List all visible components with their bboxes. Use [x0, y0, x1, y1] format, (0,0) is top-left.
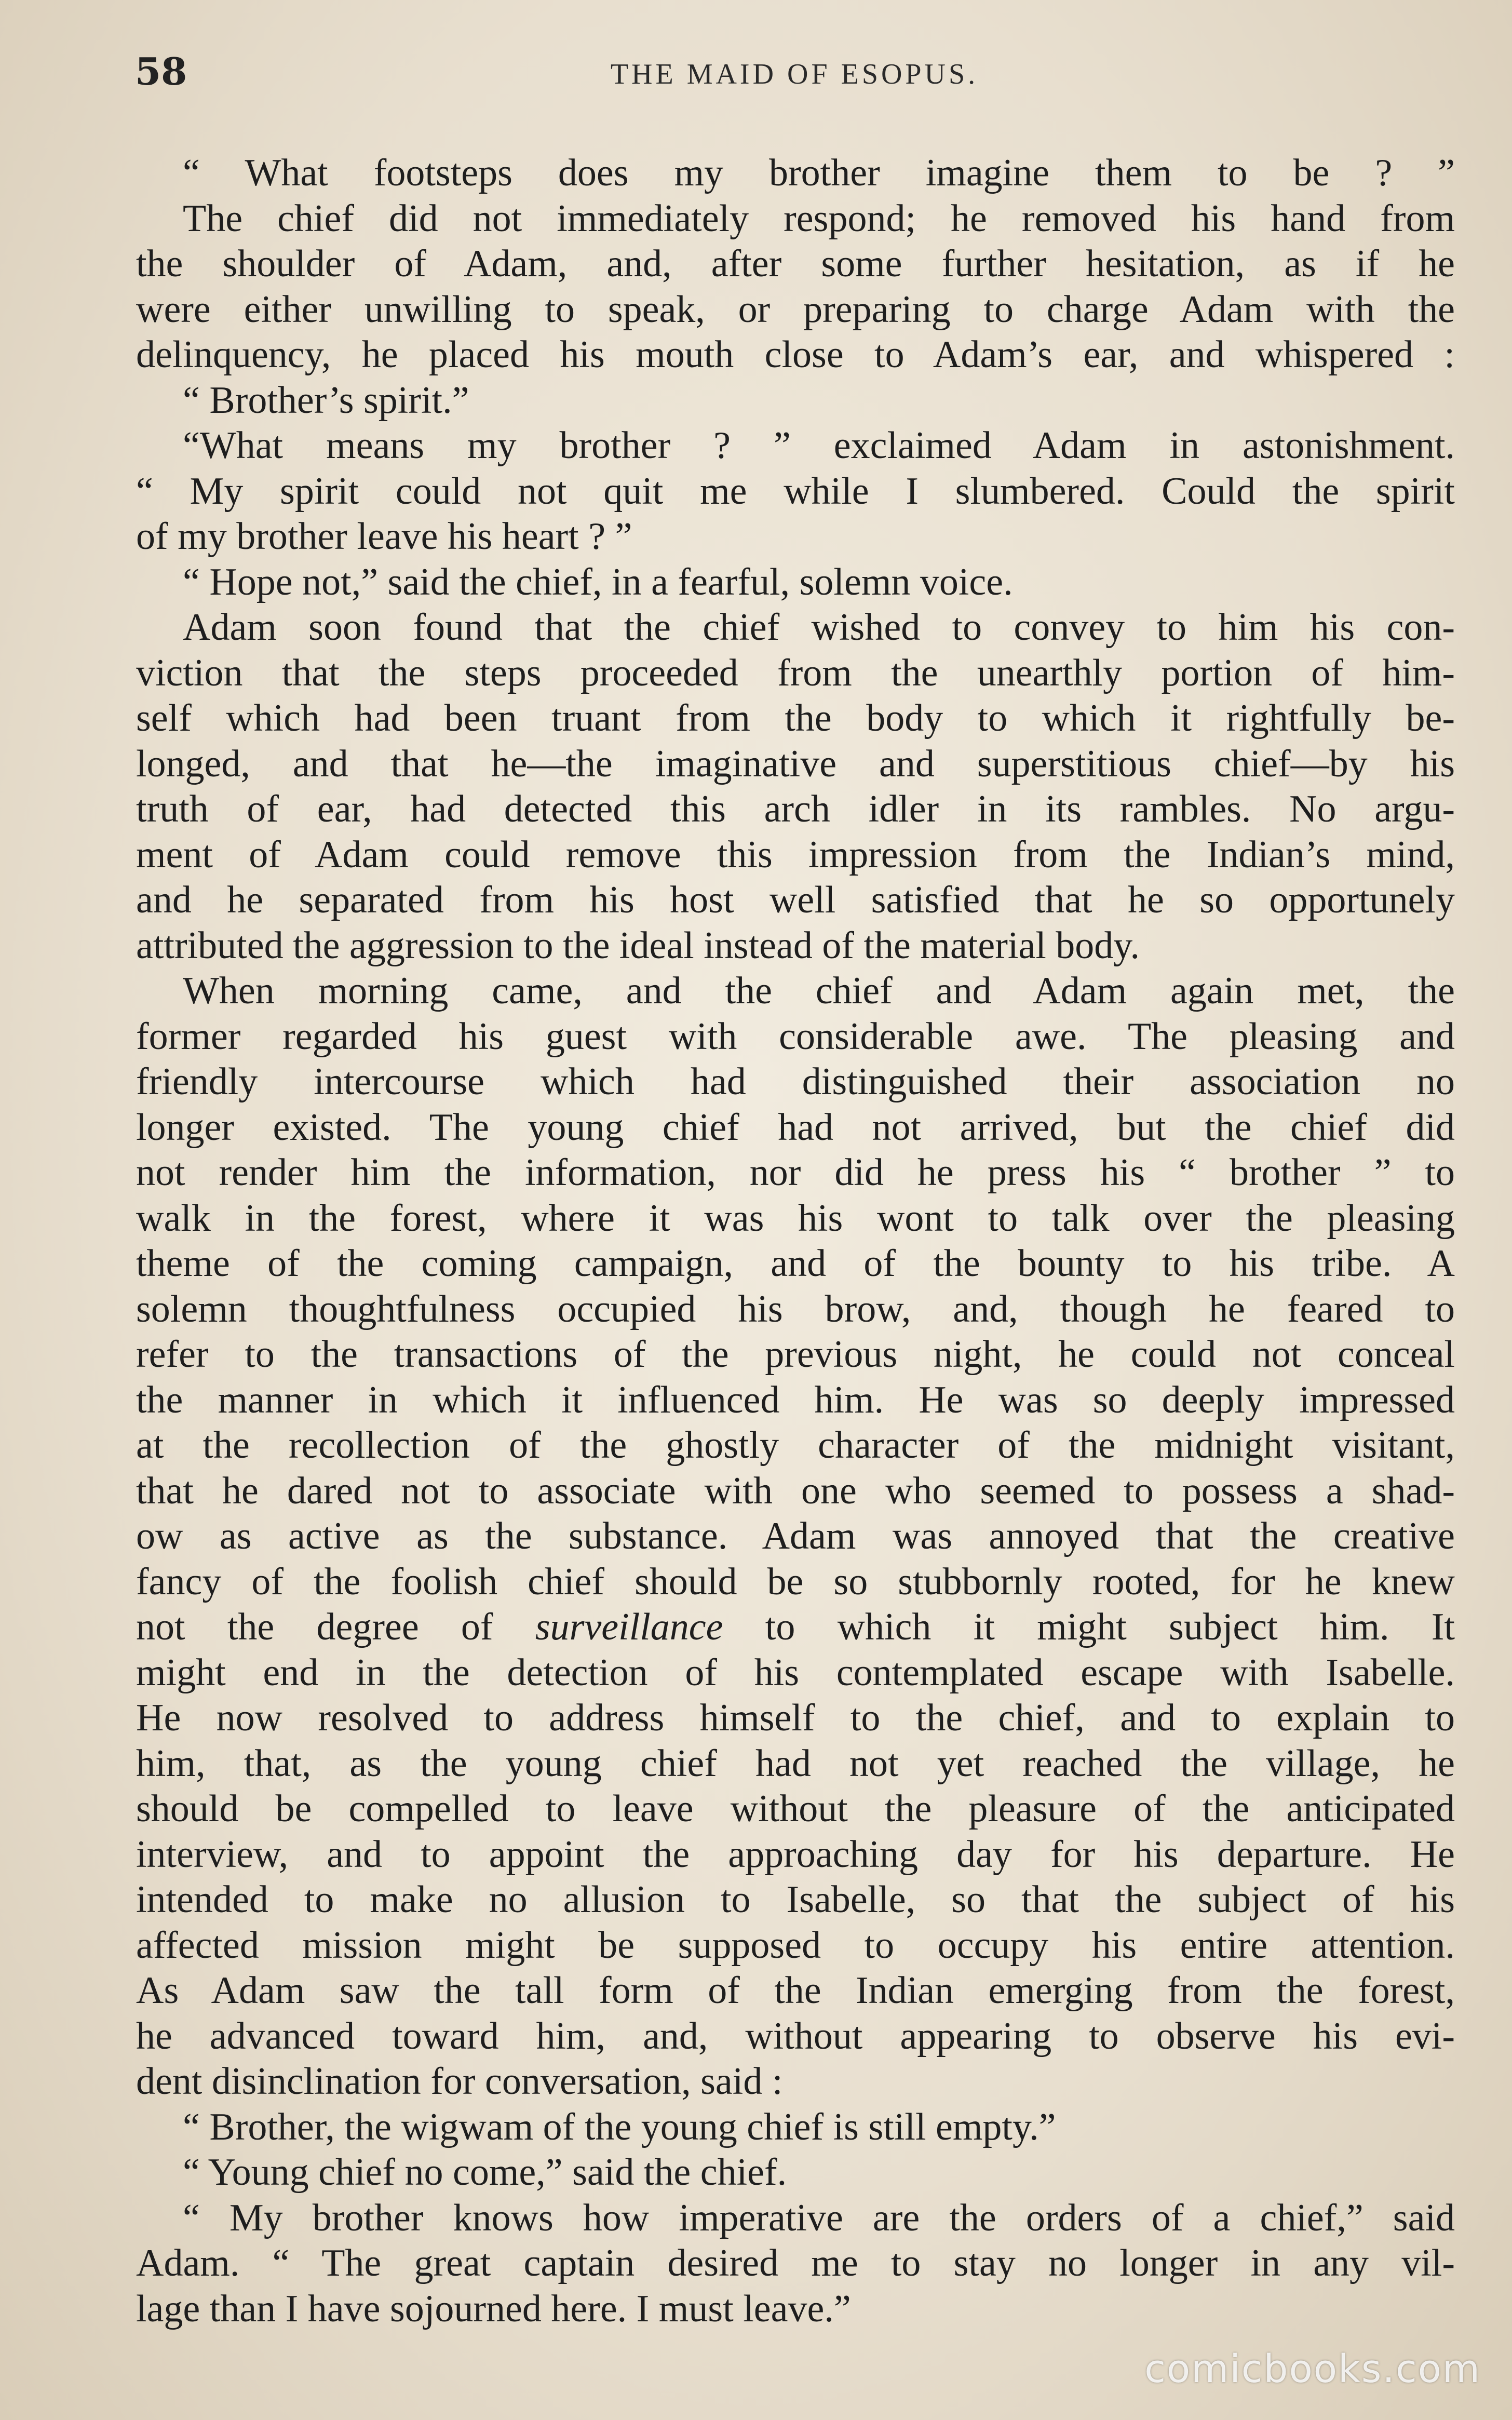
page-header — [135, 49, 1454, 106]
text-line: were either unwilling to speak, or preparing to charge Adam with the — [136, 288, 1455, 331]
text-line: As Adam saw the tall form of the Indian emerging from the forest, — [136, 1969, 1455, 2012]
text-line: that he dared not to associate with one who seemed to possess a shad- — [136, 1469, 1455, 1512]
text-line: walk in the forest, where it was his wont to talk over the pleasing — [136, 1196, 1455, 1240]
running-head: THE MAID OF ESOPUS. — [610, 58, 979, 90]
page-number: 58 — [135, 49, 187, 93]
text-line: When morning came, and the chief and Adam again met, the — [183, 970, 1455, 1012]
text-line: lage than I have sojourned here. I must leave.” — [136, 2287, 851, 2330]
text-line: truth of ear, had detected this arch idler in its rambles. No argu- — [136, 788, 1455, 830]
site-watermark: comicbooks.com — [1144, 2347, 1481, 2391]
text-line: “ Hope not,” said the chief, in a fearful, solemn voice. — [183, 560, 1013, 603]
text-line: fancy of the foolish chief should be so stubbornly rooted, for he knew — [136, 1560, 1455, 1603]
text-line: longed, and that he—the imaginative and superstitious chief—by his — [136, 742, 1455, 785]
text-line: delinquency, he placed his mouth close to Adam’s ear, and whispered : — [136, 333, 1455, 376]
text-line: “ Young chief no come,” said the chief. — [183, 2151, 787, 2194]
text-line: not the degree of surveillance to which it might subject him. It — [136, 1606, 1455, 1648]
text-line: theme of the coming campaign, and of the bounty to his tribe. A — [136, 1242, 1455, 1285]
text-line: dent disinclination for conversation, said : — [136, 2060, 783, 2103]
text-line: intended to make no allusion to Isabelle, so that the subject of his — [136, 1878, 1455, 1921]
text-line: “ Brother’s spirit.” — [183, 379, 469, 422]
text-line: solemn thoughtfulness occupied his brow, and, though he feared to — [136, 1287, 1455, 1330]
text-line: he advanced toward him, and, without appearing to observe his evi- — [136, 2014, 1455, 2058]
body-text — [136, 151, 1455, 2332]
text-line: the manner in which it influenced him. He was so deeply impressed — [136, 1378, 1455, 1421]
text-line: self which had been truant from the body to which it rightfully be- — [136, 697, 1455, 740]
text-line: interview, and to appoint the approaching day for his departure. He — [136, 1833, 1455, 1876]
text-line: “ My brother knows how imperative are the orders of a chief,” said — [183, 2196, 1455, 2239]
text-line: not render him the information, nor did he press his “ brother ” to — [136, 1151, 1455, 1194]
text-line: “ What footsteps does my brother imagine them to be ? ” — [183, 152, 1455, 194]
text-line: ment of Adam could remove this impression from the Indian’s mind, — [136, 833, 1455, 876]
text-line: of my brother leave his heart ? ” — [136, 515, 632, 558]
text-line: the shoulder of Adam, and, after some further hesitation, as if he — [136, 243, 1455, 285]
text-line: former regarded his guest with considerable awe. The pleasing and — [136, 1015, 1455, 1058]
text-line: He now resolved to address himself to the chief, and to explain to — [136, 1697, 1455, 1739]
text-line: “ My spirit could not quit me while I slumbered. Could the spirit — [136, 469, 1455, 513]
text-line: longer existed. The young chief had not arrived, but the chief did — [136, 1106, 1455, 1149]
text-line: him, that, as the young chief had not yet reached the village, he — [136, 1742, 1455, 1785]
text-line: Adam soon found that the chief wished to convey to him his con- — [183, 606, 1455, 649]
text-line: ow as active as the substance. Adam was annoyed that the creative — [136, 1515, 1455, 1557]
text-line: The chief did not immediately respond; he removed his hand from — [183, 197, 1455, 240]
text-line: and he separated from his host well satisfied that he so opportunely — [136, 879, 1455, 921]
text-line: should be compelled to leave without the pleasure of the anticipated — [136, 1787, 1455, 1830]
text-line: viction that the steps proceeded from the unearthly portion of him- — [136, 651, 1455, 694]
text-line: friendly intercourse which had distinguished their association no — [136, 1060, 1455, 1103]
text-line: at the recollection of the ghostly character of the midnight visitant, — [136, 1424, 1455, 1467]
text-line: attributed the aggression to the ideal instead of the material body. — [136, 924, 1140, 967]
text-line: affected mission might be supposed to occupy his entire attention. — [136, 1924, 1455, 1967]
italic-word: surveillance — [535, 1606, 723, 1648]
text-line: might end in the detection of his contemplated escape with Isabelle. — [136, 1651, 1455, 1694]
text-line: “ Brother, the wigwam of the young chief is still empty.” — [183, 2105, 1056, 2148]
text-line: refer to the transactions of the previous night, he could not conceal — [136, 1333, 1455, 1376]
text-line: Adam. “ The great captain desired me to stay no longer in any vil- — [136, 2242, 1455, 2284]
text-line: “What means my brother ? ” exclaimed Adam in astonishment. — [183, 424, 1455, 467]
